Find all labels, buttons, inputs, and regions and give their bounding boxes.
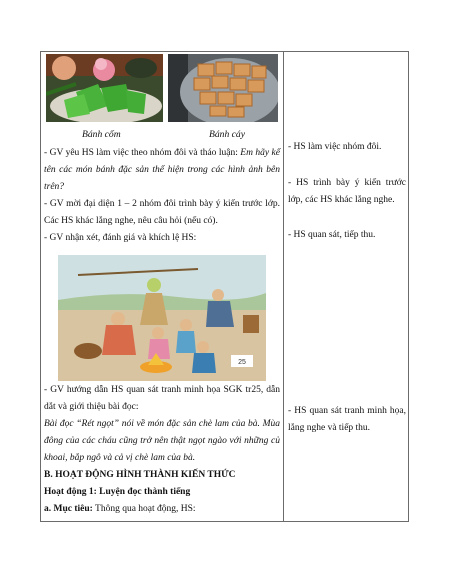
section-heading-b: B. HOẠT ĐỘNG HÌNH THÀNH KIẾN THỨC [44,470,236,480]
reading-introduction: Bài đọc “Rét ngọt” nói về món đặc sản chè lam của bà. Mùa đông của các cháu cũng trở nên thật ngọt ngào với những củ khoai, bắp ngô và cả vị chè lam của bà. [44,419,280,463]
illustration-guidance-text: - GV hướng dẫn HS quan sát tranh minh họa SGK tr25, dẫn dắt và giới thiệu bài đọc: [44,385,280,412]
banh-com-photo [46,54,163,122]
illustration-page-number: 25 [238,359,246,366]
banh-cay-caption: Bánh cáy [209,129,245,140]
rét-ngọt-illustration [58,255,266,381]
student-response-2: - HS trình bày ý kiến trước lớp, các HS khác lắng nghe. [288,178,406,205]
banh-cay-photo [168,54,278,122]
banh-com-caption: Bánh cốm [82,129,121,140]
column-divider [283,51,284,522]
activity-heading: Hoạt động 1: Luyện đọc thành tiếng [44,487,191,497]
student-response-4: - HS quan sát tranh minh họa, lắng nghe và tiếp thu. [288,406,406,433]
objective-line: a. Mục tiêu: Thông qua hoạt động, HS: [44,504,196,514]
student-response-1: - HS làm việc nhóm đôi. [288,142,382,152]
student-response-3: - HS quan sát, tiếp thu. [288,230,376,240]
discussion-prompt: - GV yêu HS làm việc theo nhóm đôi và tháo luận: Em hãy kể tên các món bánh đặc sản thể hiện trong các hình ảnh bên trên? [44,148,280,192]
group-presentation-text: - GV mời đại diện 1 – 2 nhóm đôi trình bày ý kiến trước lớp. Các HS khác lắng nghe, nêu câu hỏi (nếu có). [44,199,280,226]
teacher-feedback-text: - GV nhận xét, đánh giá và khích lệ HS: [44,233,197,243]
